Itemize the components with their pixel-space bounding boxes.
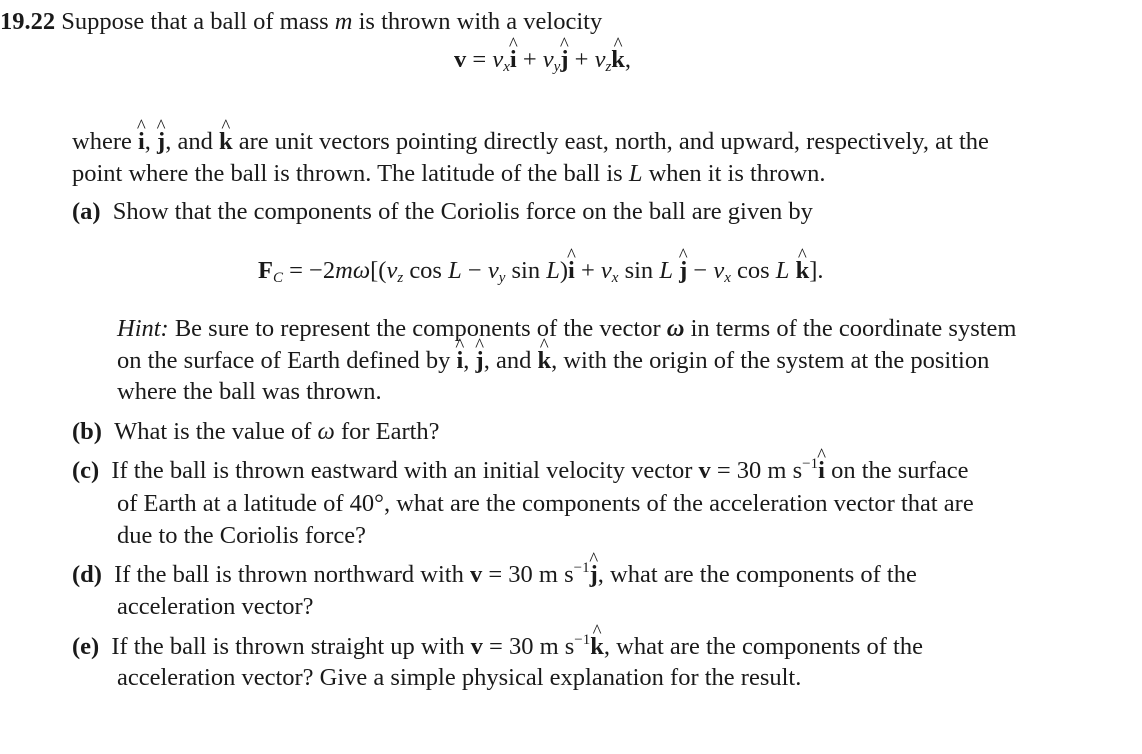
part-c-label: (c) — [72, 457, 100, 484]
coriolis-equation: $F_C = -2m\omega[(v_z$ $\cos L - v_y$ sin L)^ $i + v_x$ sin L ^ $j - v_x$ cos L ^ k]. — [258, 255, 824, 287]
part-d-line-2: acceleration vector? — [117, 593, 314, 620]
k-hat: ^ k — [611, 44, 625, 76]
part-a: (a) Show that the components of the Coriolis force on the ball are given by — [72, 198, 813, 225]
hint-line-1: Hint: Be sure to represent the components of the vector ω in terms of the coordinate system — [117, 315, 1017, 342]
part-c-line-1: (c) If the ball is thrown eastward with an initial velocity vector v = 30 m $s^{-1}\^{}$ i on the surface — [72, 455, 968, 487]
part-c-line-2: of Earth at a latitude of 40°, what are the components of the acceleration vector that are — [117, 490, 974, 517]
velocity-equation: $v = v_x\^{}$ $i + v_y\^{}$ $j + v_z\^{}$ k, — [454, 44, 631, 76]
intro-text: Suppose that a ball of mass — [61, 8, 329, 35]
part-c-line-3: due to the Coriolis force? — [117, 522, 367, 549]
omega-symbol: ω — [666, 315, 685, 342]
i-hat: ^ i — [510, 44, 517, 76]
where-line: where ^ i, ^ j, and ^ k are unit vectors pointing directly east, north, and upward, respectively, at the — [72, 126, 989, 158]
part-d-line-1: (d) If the ball is thrown northward with v = 30 m $s^{-1}\^{}$ j, what are the components of the — [72, 559, 1067, 591]
hint-line-2: on the surface of Earth defined by ^ i, ^ j, and ^ k, with the origin of the system at the position — [117, 345, 989, 377]
part-b-label: (b) — [72, 418, 102, 445]
part-d-label: (d) — [72, 561, 102, 588]
part-e-label: (e) — [72, 633, 100, 660]
latitude-line: point where the ball is thrown. The latitude of the ball is L when it is thrown. — [72, 160, 826, 187]
problem-number: 19.22 — [0, 8, 56, 35]
part-e-line-1: (e) If the ball is thrown straight up with v = 30 m $s^{-1}\^{}$ k, what are the components of the — [72, 631, 923, 663]
part-a-label: (a) — [72, 198, 101, 225]
j-hat: ^ j — [560, 44, 568, 76]
mass-symbol: m — [334, 8, 353, 35]
v-symbol: v — [454, 46, 467, 73]
part-e-line-2: acceleration vector? Give a simple physical explanation for the result. — [117, 664, 802, 691]
hint-line-3: where the ball was thrown. — [117, 378, 382, 405]
part-b: (b) What is the value of ω for Earth? — [72, 418, 440, 445]
hint-label: Hint: — [117, 315, 169, 342]
intro-end: is thrown with a velocity — [358, 8, 603, 35]
